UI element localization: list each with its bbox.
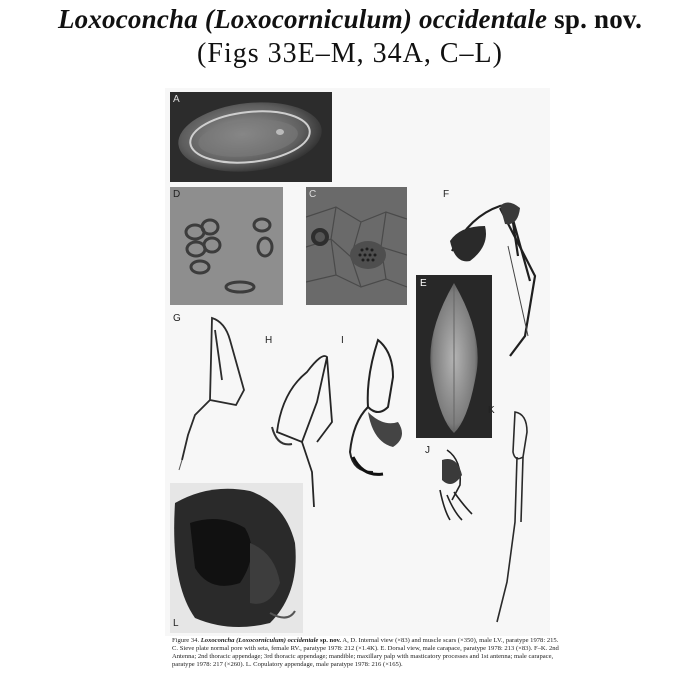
first-antenna-drawing — [485, 402, 547, 627]
panel-a-internal-view — [170, 92, 332, 182]
title-subgenus: (Loxocorniculum) — [204, 4, 413, 34]
title-status: sp. nov. — [554, 4, 643, 34]
valve-sem-image — [170, 92, 332, 182]
copulatory-appendage-image — [170, 483, 303, 633]
panel-label-i: I — [341, 335, 344, 346]
caption-status: sp. nov. — [320, 637, 342, 644]
panel-label-h: H — [265, 335, 273, 346]
panel-c-sieve-plate — [306, 187, 407, 305]
panel-j-maxillary-palp — [422, 440, 482, 530]
title-genus: Loxoconcha — [57, 4, 198, 34]
panel-label-f: F — [443, 189, 450, 200]
thoracic-leg-drawing — [170, 310, 258, 475]
panel-d-muscle-scars — [170, 187, 283, 305]
caption-taxon: Loxoconcha (Loxocorniculum) occidentale — [200, 637, 319, 644]
sieve-plate-image — [306, 187, 407, 305]
mandible-drawing — [338, 332, 418, 482]
title-species: occidentale — [419, 4, 548, 34]
caption-text: A, D. Internal view (×83) and muscle scars (×350), male LV., paratype 1978: 215. C. Sieve plate normal pore with seta, female RV., paratype 1978: 212 (×1.4K). E. Dorsal view, male carapace, paratype 1978: 213 (×83). F–K. 2nd Antenna; 2nd thoracic appendage; 3rd thoracic appendage; mandible; maxillary palp with masticatory processes and 1st antenna; male carapace, paratype 1978: 217 (×260). L. Copulatory appendage, male paratype 1978: 216 (×165). — [172, 637, 559, 668]
panel-l-copulatory-appendage — [170, 483, 303, 633]
panel-i-mandible — [338, 332, 418, 482]
caption-figure-number: Figure 34. — [172, 637, 200, 644]
panel-label-k: K — [488, 405, 495, 416]
figure-reference: (Figs 33E–M, 34A, C–L) — [197, 38, 503, 69]
carapace-sem-image — [416, 275, 492, 438]
muscle-scars-image — [170, 187, 283, 305]
figure-caption — [172, 637, 560, 669]
page-title — [0, 4, 700, 35]
panel-e-dorsal-view — [416, 275, 492, 438]
panel-label-j: J — [425, 445, 430, 456]
maxillary-palp-drawing — [422, 440, 482, 530]
panel-label-c: C — [309, 189, 317, 200]
panel-k-1st-antenna — [485, 402, 547, 627]
panel-label-e: E — [420, 278, 427, 289]
panel-label-d: D — [173, 189, 181, 200]
panel-label-a: A — [173, 94, 180, 105]
panel-label-l: L — [173, 618, 179, 629]
panel-label-g: G — [173, 313, 181, 324]
panel-g-thoracic-appendage — [170, 310, 258, 475]
